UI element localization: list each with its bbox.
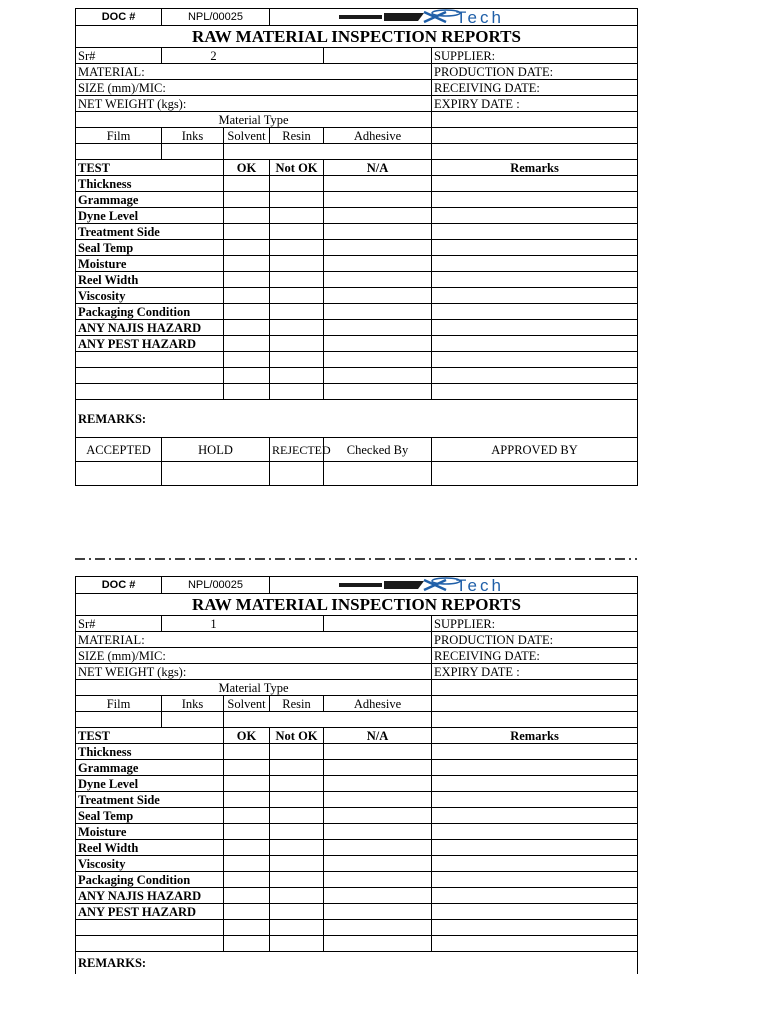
test-row bbox=[76, 792, 638, 808]
material-type-solvent: Solvent bbox=[224, 128, 270, 144]
not-ok-check[interactable] bbox=[270, 336, 324, 352]
form-title: RAW MATERIAL INSPECTION REPORTS bbox=[76, 594, 638, 616]
rejected-sign-field[interactable] bbox=[270, 462, 324, 486]
test-name: Viscosity bbox=[76, 856, 224, 872]
not-ok-check[interactable] bbox=[270, 272, 324, 288]
not-ok-check[interactable] bbox=[270, 840, 324, 856]
ok-check[interactable] bbox=[224, 336, 270, 352]
material-type-check-film[interactable] bbox=[76, 144, 162, 160]
inspection-form-1 bbox=[75, 8, 637, 486]
test-name: Seal Temp bbox=[76, 240, 224, 256]
remarks-field[interactable] bbox=[432, 240, 638, 256]
material-type-resin: Resin bbox=[270, 128, 324, 144]
na-column-header: N/A bbox=[324, 728, 432, 744]
not-ok-check[interactable] bbox=[270, 224, 324, 240]
ok-check[interactable] bbox=[224, 840, 270, 856]
test-name: Dyne Level bbox=[76, 208, 224, 224]
ok-check[interactable] bbox=[224, 368, 270, 384]
doc-label: DOC # bbox=[76, 577, 162, 594]
not-ok-check[interactable] bbox=[270, 176, 324, 192]
not-ok-check[interactable] bbox=[270, 256, 324, 272]
na-check[interactable] bbox=[324, 176, 432, 192]
na-check[interactable] bbox=[324, 240, 432, 256]
test-row bbox=[76, 224, 638, 240]
test-row bbox=[76, 320, 638, 336]
not-ok-check[interactable] bbox=[270, 288, 324, 304]
material-label[interactable]: MATERIAL: bbox=[76, 64, 432, 80]
net-weight-label[interactable]: NET WEIGHT (kgs): bbox=[76, 664, 432, 680]
na-check[interactable] bbox=[324, 760, 432, 776]
na-check[interactable] bbox=[324, 888, 432, 904]
test-name bbox=[76, 368, 224, 384]
test-column-header: TEST bbox=[76, 728, 224, 744]
expiry-date-label[interactable]: EXPIRY DATE : bbox=[432, 96, 638, 112]
blank-test-row bbox=[76, 384, 638, 400]
test-row bbox=[76, 304, 638, 320]
remarks-field[interactable] bbox=[432, 744, 638, 760]
test-row bbox=[76, 288, 638, 304]
na-check[interactable] bbox=[324, 856, 432, 872]
na-check[interactable] bbox=[324, 272, 432, 288]
remarks-field[interactable] bbox=[432, 320, 638, 336]
test-name: Reel Width bbox=[76, 840, 224, 856]
test-column-header: TEST bbox=[76, 160, 224, 176]
ok-check[interactable] bbox=[224, 872, 270, 888]
na-check[interactable] bbox=[324, 776, 432, 792]
remarks-field[interactable] bbox=[432, 872, 638, 888]
remarks-field[interactable] bbox=[432, 760, 638, 776]
na-check[interactable] bbox=[324, 384, 432, 400]
ok-check[interactable] bbox=[224, 824, 270, 840]
not-ok-check[interactable] bbox=[270, 320, 324, 336]
ok-check[interactable] bbox=[224, 760, 270, 776]
accepted-sign-field[interactable] bbox=[76, 462, 162, 486]
not-ok-check[interactable] bbox=[270, 888, 324, 904]
ok-check[interactable] bbox=[224, 384, 270, 400]
test-row bbox=[76, 272, 638, 288]
remarks-field[interactable] bbox=[432, 176, 638, 192]
not-ok-check[interactable] bbox=[270, 208, 324, 224]
not-ok-check[interactable] bbox=[270, 792, 324, 808]
ok-check[interactable] bbox=[224, 288, 270, 304]
size-label[interactable]: SIZE (mm)/MIC: bbox=[76, 648, 432, 664]
test-row bbox=[76, 808, 638, 824]
ok-check[interactable] bbox=[224, 240, 270, 256]
not-ok-check[interactable] bbox=[270, 776, 324, 792]
blank-test-row bbox=[76, 936, 638, 952]
blank-test-row bbox=[76, 920, 638, 936]
remarks-field[interactable] bbox=[432, 272, 638, 288]
remarks-field[interactable] bbox=[432, 192, 638, 208]
na-column-header: N/A bbox=[324, 160, 432, 176]
company-logo-cell bbox=[270, 577, 638, 594]
test-name: Treatment Side bbox=[76, 224, 224, 240]
na-check[interactable] bbox=[324, 840, 432, 856]
ok-column-header: OK bbox=[224, 728, 270, 744]
ok-check[interactable] bbox=[224, 304, 270, 320]
remarks-field[interactable] bbox=[432, 856, 638, 872]
test-name: Reel Width bbox=[76, 272, 224, 288]
nextech-logo bbox=[334, 577, 574, 593]
sr-value[interactable]: 2 bbox=[162, 48, 324, 64]
test-name: ANY NAJIS HAZARD bbox=[76, 888, 224, 904]
na-check[interactable] bbox=[324, 808, 432, 824]
remarks-field[interactable] bbox=[432, 888, 638, 904]
na-check[interactable] bbox=[324, 352, 432, 368]
test-name: Seal Temp bbox=[76, 808, 224, 824]
test-name: Moisture bbox=[76, 824, 224, 840]
material-type-check-inks[interactable] bbox=[162, 712, 224, 728]
test-row bbox=[76, 208, 638, 224]
ok-check[interactable] bbox=[224, 888, 270, 904]
test-name: Packaging Condition bbox=[76, 872, 224, 888]
supplier-label[interactable]: SUPPLIER: bbox=[432, 48, 638, 64]
na-check[interactable] bbox=[324, 368, 432, 384]
na-check[interactable] bbox=[324, 872, 432, 888]
remarks-field[interactable] bbox=[432, 904, 638, 920]
ok-check[interactable] bbox=[224, 208, 270, 224]
na-check[interactable] bbox=[324, 824, 432, 840]
test-name: Grammage bbox=[76, 192, 224, 208]
not-ok-check[interactable] bbox=[270, 368, 324, 384]
material-type-inks: Inks bbox=[162, 128, 224, 144]
approved-by-label[interactable]: APPROVED BY bbox=[432, 438, 638, 462]
not-ok-check[interactable] bbox=[270, 192, 324, 208]
remarks-field[interactable] bbox=[432, 304, 638, 320]
supplier-label[interactable]: SUPPLIER: bbox=[432, 616, 638, 632]
inspection-form-2 bbox=[75, 576, 637, 996]
test-row bbox=[76, 256, 638, 272]
na-check[interactable] bbox=[324, 320, 432, 336]
remarks-field[interactable] bbox=[432, 384, 638, 400]
test-row bbox=[76, 824, 638, 840]
form-title: RAW MATERIAL INSPECTION REPORTS bbox=[76, 26, 638, 48]
test-name bbox=[76, 920, 224, 936]
receiving-date-label[interactable]: RECEIVING DATE: bbox=[432, 648, 638, 664]
hold-sign-field[interactable] bbox=[162, 462, 270, 486]
doc-number: NPL/00025 bbox=[162, 577, 270, 594]
na-check[interactable] bbox=[324, 192, 432, 208]
production-date-label[interactable]: PRODUCTION DATE: bbox=[432, 632, 638, 648]
remarks-label[interactable]: REMARKS: bbox=[76, 400, 638, 438]
test-name bbox=[76, 936, 224, 952]
ok-check[interactable] bbox=[224, 936, 270, 952]
material-type-film: Film bbox=[76, 696, 162, 712]
remarks-field[interactable] bbox=[432, 824, 638, 840]
ok-column-header: OK bbox=[224, 160, 270, 176]
remarks-field[interactable] bbox=[432, 352, 638, 368]
not-ok-check[interactable] bbox=[270, 856, 324, 872]
ok-check[interactable] bbox=[224, 320, 270, 336]
not-ok-check[interactable] bbox=[270, 240, 324, 256]
remarks-field[interactable] bbox=[432, 336, 638, 352]
ok-check[interactable] bbox=[224, 256, 270, 272]
remarks-field[interactable] bbox=[432, 920, 638, 936]
test-row bbox=[76, 192, 638, 208]
test-name: Thickness bbox=[76, 744, 224, 760]
remarks-field[interactable] bbox=[432, 288, 638, 304]
cut-line-divider bbox=[75, 552, 637, 566]
na-check[interactable] bbox=[324, 936, 432, 952]
na-check[interactable] bbox=[324, 920, 432, 936]
remarks-field[interactable] bbox=[432, 936, 638, 952]
remarks-field[interactable] bbox=[432, 840, 638, 856]
nextech-logo bbox=[334, 9, 574, 25]
material-type-solvent: Solvent bbox=[224, 696, 270, 712]
doc-number: NPL/00025 bbox=[162, 9, 270, 26]
test-name bbox=[76, 352, 224, 368]
sr-value[interactable]: 1 bbox=[162, 616, 324, 632]
material-type-resin: Resin bbox=[270, 696, 324, 712]
test-row bbox=[76, 840, 638, 856]
test-row bbox=[76, 872, 638, 888]
approved-by-sign-field[interactable] bbox=[432, 462, 638, 486]
ok-check[interactable] bbox=[224, 176, 270, 192]
expiry-date-label[interactable]: EXPIRY DATE : bbox=[432, 664, 638, 680]
test-row bbox=[76, 888, 638, 904]
sr-label: Sr# bbox=[76, 48, 162, 64]
material-type-film: Film bbox=[76, 128, 162, 144]
not-ok-check[interactable] bbox=[270, 936, 324, 952]
receiving-date-label[interactable]: RECEIVING DATE: bbox=[432, 80, 638, 96]
svg-text:Tech: Tech bbox=[455, 576, 504, 595]
test-row bbox=[76, 240, 638, 256]
test-name: Dyne Level bbox=[76, 776, 224, 792]
test-name: Packaging Condition bbox=[76, 304, 224, 320]
not-ok-check[interactable] bbox=[270, 352, 324, 368]
ok-check[interactable] bbox=[224, 792, 270, 808]
ok-check[interactable] bbox=[224, 272, 270, 288]
blank-test-row bbox=[76, 352, 638, 368]
hold-label[interactable]: HOLD bbox=[162, 438, 270, 462]
remarks-field[interactable] bbox=[432, 792, 638, 808]
not-ok-check[interactable] bbox=[270, 744, 324, 760]
not-ok-check[interactable] bbox=[270, 384, 324, 400]
na-check[interactable] bbox=[324, 224, 432, 240]
ok-check[interactable] bbox=[224, 920, 270, 936]
sr-label: Sr# bbox=[76, 616, 162, 632]
na-check[interactable] bbox=[324, 904, 432, 920]
rejected-label[interactable]: REJECTED bbox=[270, 438, 324, 462]
test-name: ANY PEST HAZARD bbox=[76, 336, 224, 352]
test-name bbox=[76, 384, 224, 400]
ok-check[interactable] bbox=[224, 224, 270, 240]
na-check[interactable] bbox=[324, 288, 432, 304]
remarks-field[interactable] bbox=[432, 808, 638, 824]
checked-by-sign-field[interactable] bbox=[324, 462, 432, 486]
svg-text:Tech: Tech bbox=[455, 8, 504, 27]
remarks-label[interactable]: REMARKS: bbox=[76, 952, 638, 974]
material-type-adhesive: Adhesive bbox=[324, 128, 432, 144]
ok-check[interactable] bbox=[224, 352, 270, 368]
remarks-field[interactable] bbox=[432, 368, 638, 384]
accepted-label[interactable]: ACCEPTED bbox=[76, 438, 162, 462]
ok-check[interactable] bbox=[224, 744, 270, 760]
not-ok-check[interactable] bbox=[270, 824, 324, 840]
ok-check[interactable] bbox=[224, 808, 270, 824]
test-row bbox=[76, 856, 638, 872]
material-type-inks: Inks bbox=[162, 696, 224, 712]
not-ok-column-header: Not OK bbox=[270, 160, 324, 176]
not-ok-check[interactable] bbox=[270, 904, 324, 920]
test-row bbox=[76, 336, 638, 352]
test-name: Grammage bbox=[76, 760, 224, 776]
test-row bbox=[76, 776, 638, 792]
company-logo-cell bbox=[270, 9, 638, 26]
not-ok-column-header: Not OK bbox=[270, 728, 324, 744]
na-check[interactable] bbox=[324, 304, 432, 320]
material-type-heading: Material Type bbox=[76, 680, 432, 696]
material-type-check-inks[interactable] bbox=[162, 144, 224, 160]
remarks-field[interactable] bbox=[432, 208, 638, 224]
checked-by-label[interactable]: Checked By bbox=[324, 438, 432, 462]
material-type-adhesive: Adhesive bbox=[324, 696, 432, 712]
ok-check[interactable] bbox=[224, 856, 270, 872]
ok-check[interactable] bbox=[224, 192, 270, 208]
net-weight-label[interactable]: NET WEIGHT (kgs): bbox=[76, 96, 432, 112]
not-ok-check[interactable] bbox=[270, 920, 324, 936]
doc-label: DOC # bbox=[76, 9, 162, 26]
na-check[interactable] bbox=[324, 208, 432, 224]
remarks-field[interactable] bbox=[432, 776, 638, 792]
not-ok-check[interactable] bbox=[270, 760, 324, 776]
not-ok-check[interactable] bbox=[270, 304, 324, 320]
remarks-field[interactable] bbox=[432, 224, 638, 240]
na-check[interactable] bbox=[324, 744, 432, 760]
material-type-check-film[interactable] bbox=[76, 712, 162, 728]
production-date-label[interactable]: PRODUCTION DATE: bbox=[432, 64, 638, 80]
test-row bbox=[76, 744, 638, 760]
size-label[interactable]: SIZE (mm)/MIC: bbox=[76, 80, 432, 96]
test-name: ANY NAJIS HAZARD bbox=[76, 320, 224, 336]
test-name: Treatment Side bbox=[76, 792, 224, 808]
test-name: Viscosity bbox=[76, 288, 224, 304]
ok-check[interactable] bbox=[224, 776, 270, 792]
blank-test-row bbox=[76, 368, 638, 384]
test-name: Thickness bbox=[76, 176, 224, 192]
na-check[interactable] bbox=[324, 256, 432, 272]
remarks-column-header: Remarks bbox=[432, 160, 638, 176]
remarks-column-header: Remarks bbox=[432, 728, 638, 744]
material-label[interactable]: MATERIAL: bbox=[76, 632, 432, 648]
remarks-field[interactable] bbox=[432, 256, 638, 272]
not-ok-check[interactable] bbox=[270, 872, 324, 888]
test-row bbox=[76, 176, 638, 192]
not-ok-check[interactable] bbox=[270, 808, 324, 824]
na-check[interactable] bbox=[324, 792, 432, 808]
material-type-heading: Material Type bbox=[76, 112, 432, 128]
test-row bbox=[76, 904, 638, 920]
test-row bbox=[76, 760, 638, 776]
ok-check[interactable] bbox=[224, 904, 270, 920]
test-name: Moisture bbox=[76, 256, 224, 272]
na-check[interactable] bbox=[324, 336, 432, 352]
test-name: ANY PEST HAZARD bbox=[76, 904, 224, 920]
